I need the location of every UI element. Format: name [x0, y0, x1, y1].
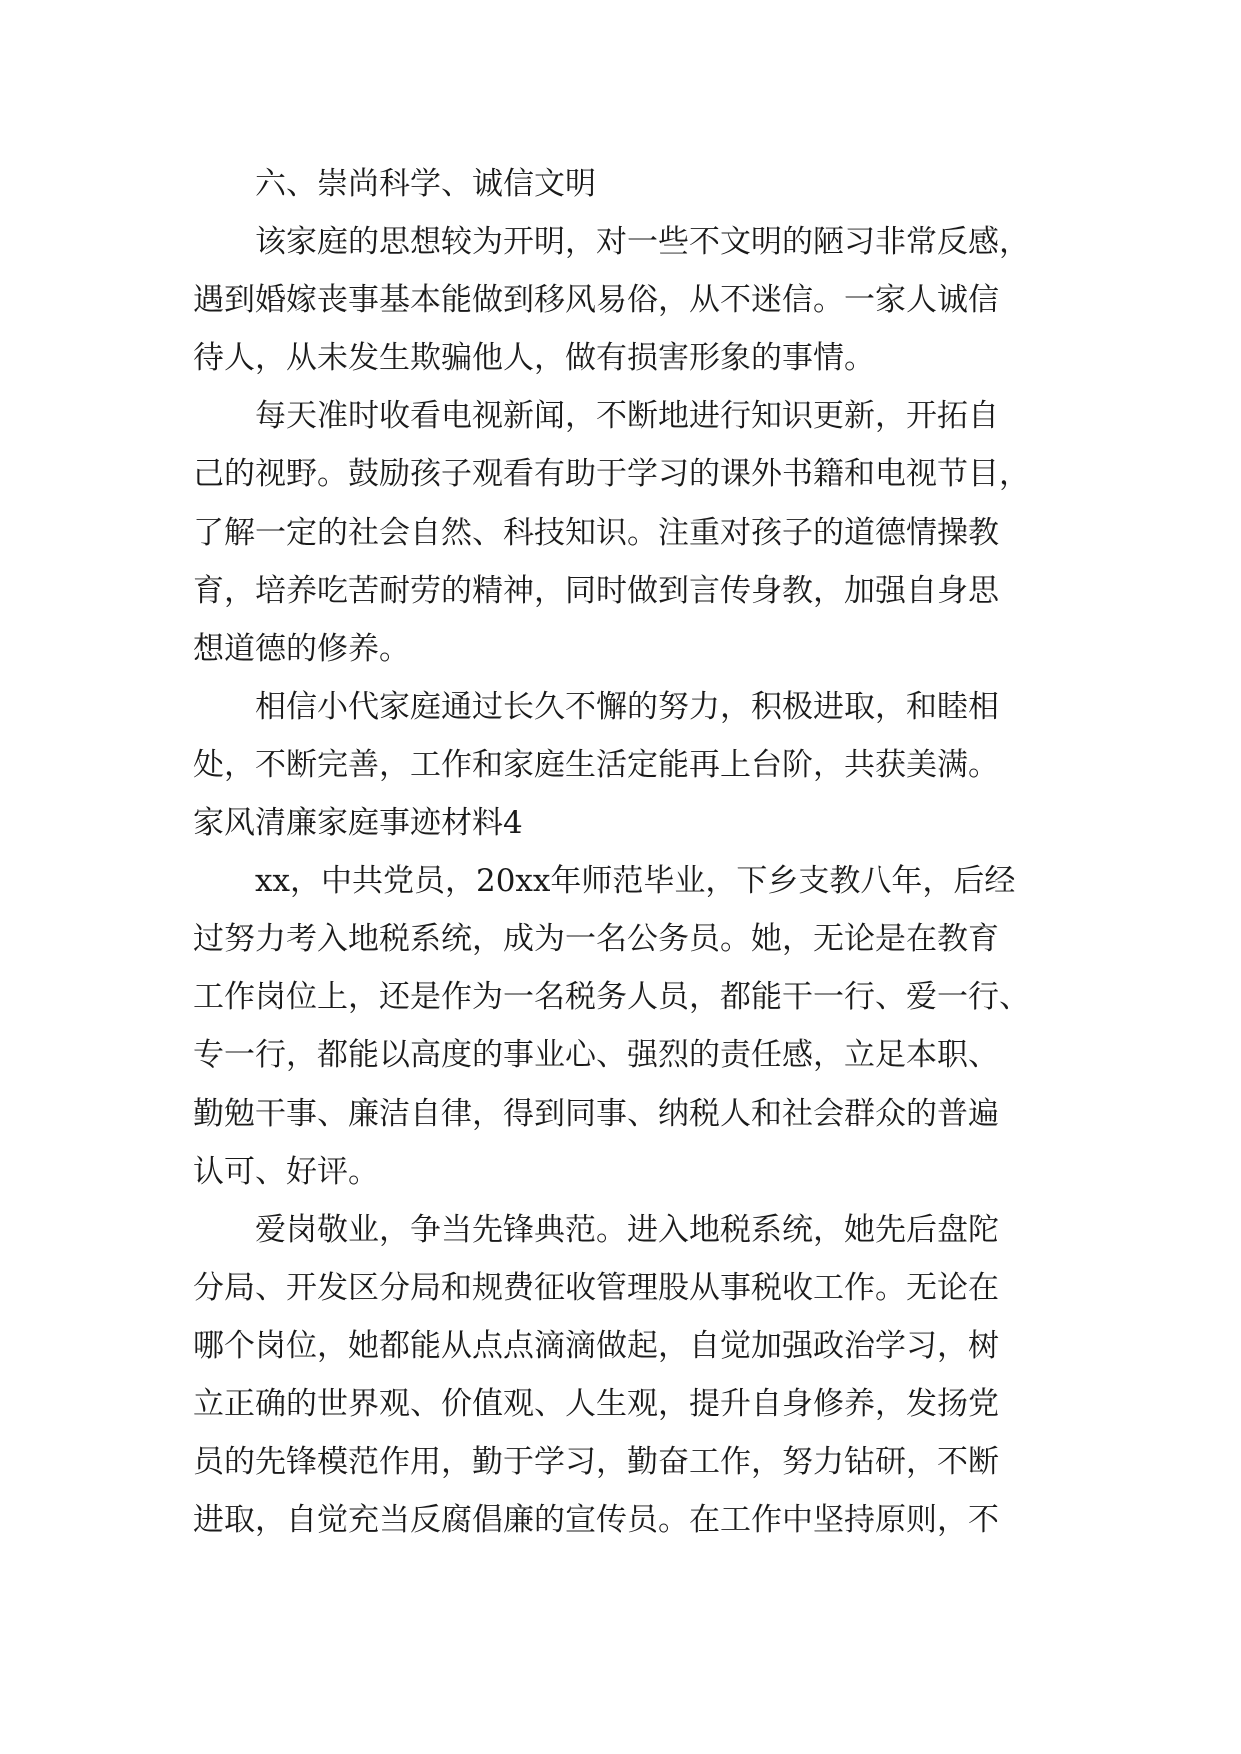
paragraph-line: 分局、开发区分局和规费征收管理股从事税收工作。无论在 [193, 1269, 999, 1306]
paragraph-line: 待人，从未发生欺骗他人，做有损害形象的事情。 [193, 340, 875, 377]
paragraph-line: 过努力考入地税系统，成为一名公务员。她，无论是在教育 [193, 921, 999, 958]
document-body [193, 155, 1068, 1549]
paragraph-line: 想道德的修养。 [193, 630, 410, 667]
section-heading: 六、崇尚科学、诚信文明 [255, 166, 596, 202]
section-title: 家风清廉家庭事迹材料4 [193, 805, 523, 842]
paragraph-line: 专一行，都能以高度的事业心、强烈的责任感，立足本职、 [193, 1037, 999, 1074]
paragraph-line: 己的视野。鼓励孩子观看有助于学习的课外书籍和电视节目， [193, 456, 1030, 493]
paragraph-line: 立正确的世界观、价值观、人生观，提升自身修养，发扬党 [193, 1385, 999, 1422]
paragraph-line: 遇到婚嫁丧事基本能做到移风易俗，从不迷信。一家人诚信 [193, 282, 999, 319]
paragraph-line: 爱岗敬业，争当先锋典范。进入地税系统，她先后盘陀 [255, 1211, 999, 1248]
paragraph-line: 每天准时收看电视新闻，不断地进行知识更新，开拓自 [255, 398, 999, 435]
paragraph-line: 勤勉干事、廉洁自律，得到同事、纳税人和社会群众的普遍 [193, 1095, 999, 1132]
paragraph-line: 哪个岗位，她都能从点点滴滴做起，自觉加强政治学习，树 [193, 1327, 999, 1364]
paragraph-line: 相信小代家庭通过长久不懈的努力，积极进取，和睦相 [255, 688, 999, 725]
paragraph-line: 进取，自觉充当反腐倡廉的宣传员。在工作中坚持原则，不 [193, 1502, 999, 1539]
paragraph-line: 育，培养吃苦耐劳的精神，同时做到言传身教，加强自身思 [193, 572, 999, 609]
paragraph-line: 认可、好评。 [193, 1153, 379, 1190]
paragraph-line: 该家庭的思想较为开明，对一些不文明的陋习非常反感， [255, 224, 1030, 261]
paragraph-line: xx，中共党员，20xx年师范毕业，下乡支教八年，后经 [255, 863, 1016, 900]
paragraph-line: 员的先锋模范作用，勤于学习，勤奋工作，努力钻研，不断 [193, 1444, 999, 1481]
paragraph-line: 了解一定的社会自然、科技知识。注重对孩子的道德情操教 [193, 514, 999, 551]
paragraph-line: 工作岗位上，还是作为一名税务人员，都能干一行、爱一行、 [193, 979, 1030, 1016]
paragraph-line: 处，不断完善，工作和家庭生活定能再上台阶，共获美满。 [193, 746, 999, 783]
